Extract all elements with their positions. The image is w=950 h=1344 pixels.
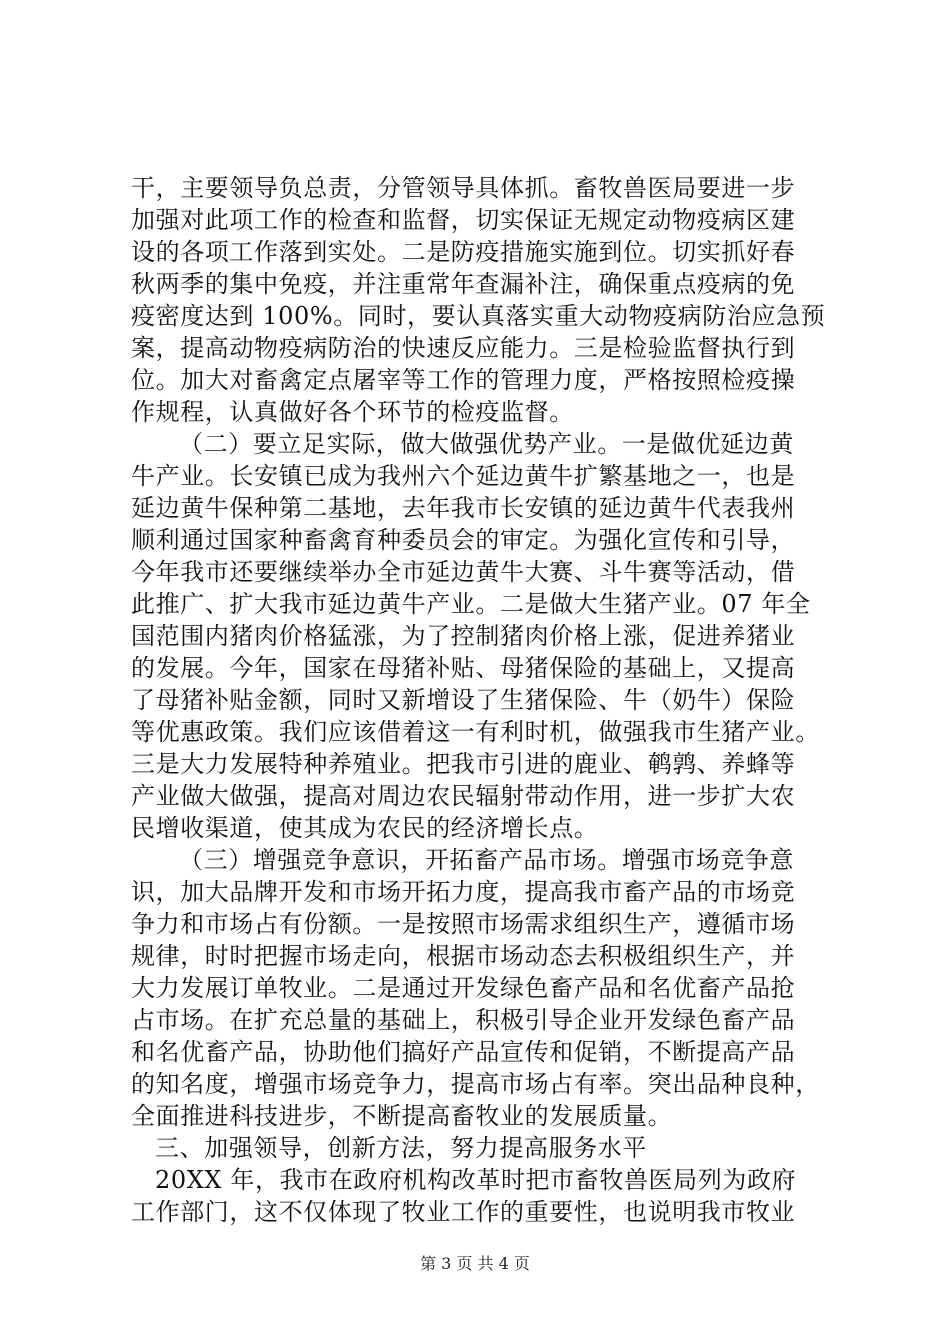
body-line: 识，加大品牌开发和市场开拓力度，提高我市畜产品的市场竞 <box>131 878 796 906</box>
body-line: 牛产业。长安镇已成为我州六个延边黄牛扩繁基地之一，也是 <box>131 462 796 490</box>
body-line: 疫密度达到 100%。同时，要认真落实重大动物疫病防治应急预 <box>131 302 826 330</box>
body-line: 争力和市场占有份额。一是按照市场需求组织生产，遵循市场 <box>131 910 796 938</box>
body-line: 案，提高动物疫病防治的快速反应能力。三是检验监督执行到 <box>131 334 796 362</box>
body-line: 等优惠政策。我们应该借着这一有利时机，做强我市生猪产业。 <box>131 718 820 746</box>
body-line: 产业做大做强，提高对周边农民辐射带动作用，进一步扩大农 <box>131 782 796 810</box>
document-body <box>131 172 831 1228</box>
body-line: 全面推进科技进步，不断提高畜牧业的发展质量。 <box>131 1102 673 1130</box>
body-line: 位。加大对畜禽定点屠宰等工作的管理力度，严格按照检疫操 <box>131 366 796 394</box>
body-line: 顺利通过国家种畜禽育种委员会的审定。为强化宣传和引导， <box>131 526 796 554</box>
body-line: 设的各项工作落到实处。二是防疫措施实施到位。切实抓好春 <box>131 238 796 266</box>
body-line: 三是大力发展特种养殖业。把我市引进的鹿业、鹌鹑、养蜂等 <box>131 750 796 778</box>
body-line: 20XX 年，我市在政府机构改革时把市畜牧兽医局列为政府 <box>155 1166 797 1194</box>
body-line: 此推广、扩大我市延边黄牛产业。二是做大生猪产业。07 年全 <box>131 590 811 618</box>
section-heading-line: （二）要立足实际，做大做强优势产业。一是做优延边黄 <box>179 430 794 458</box>
body-line: 规律，时时把握市场走向，根据市场动态去积极组织生产，并 <box>131 942 796 970</box>
body-line: 民增收渠道，使其成为农民的经济增长点。 <box>131 814 599 842</box>
page-number-footer: 第 3 页 共 4 页 <box>420 1254 530 1273</box>
section-heading-line: （三）增强竞争意识，开拓畜产品市场。增强市场竞争意 <box>179 846 794 874</box>
body-line: 延边黄牛保种第二基地，去年我市长安镇的延边黄牛代表我州 <box>131 494 796 522</box>
body-line: 作规程，认真做好各个环节的检疫监督。 <box>131 398 574 426</box>
body-line: 干，主要领导负总责，分管领导具体抓。畜牧兽医局要进一步 <box>131 174 796 202</box>
body-line: 占市场。在扩充总量的基础上，积极引导企业开发绿色畜产品 <box>131 1006 796 1034</box>
body-line: 秋两季的集中免疫，并注重常年查漏补注，确保重点疫病的免 <box>131 270 796 298</box>
body-line: 的发展。今年，国家在母猪补贴、母猪保险的基础上，又提高 <box>131 654 796 682</box>
body-line: 工作部门，这不仅体现了牧业工作的重要性，也说明我市牧业 <box>131 1198 796 1226</box>
body-line: 加强对此项工作的检查和监督，切实保证无规定动物疫病区建 <box>131 206 796 234</box>
body-line: 和名优畜产品，协助他们搞好产品宣传和促销，不断提高产品 <box>131 1038 796 1066</box>
body-line: 的知名度，增强市场竞争力，提高市场占有率。突出品种良种， <box>131 1070 820 1098</box>
body-line: 大力发展订单牧业。二是通过开发绿色畜产品和名优畜产品抢 <box>131 974 796 1002</box>
chapter-heading-line: 三、加强领导，创新方法，努力提高服务水平 <box>155 1134 647 1162</box>
body-line: 国范围内猪肉价格猛涨，为了控制猪肉价格上涨，促进养猪业 <box>131 622 796 650</box>
body-line: 了母猪补贴金额，同时又新增设了生猪保险、牛（奶牛）保险 <box>131 686 796 714</box>
body-line: 今年我市还要继续举办全市延边黄牛大赛、斗牛赛等活动，借 <box>131 558 796 586</box>
